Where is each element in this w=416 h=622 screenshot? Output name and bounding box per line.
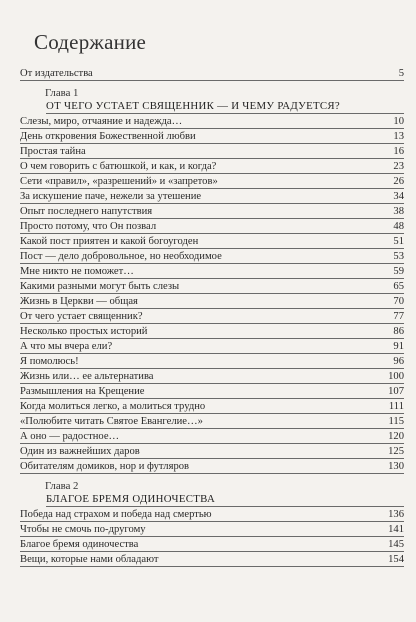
toc-entry-text: Просто потому, что Он позвал (20, 220, 157, 232)
toc-entry-text: «Полюбите читать Святое Евангелие…» (20, 415, 203, 427)
chapter-label: Глава 1 (45, 87, 79, 99)
toc-entry-text: А оно — радостное… (20, 430, 120, 442)
toc-entry-text: Вещи, которые нами обладают (20, 553, 159, 565)
toc-entry-page: 107 (388, 385, 404, 397)
toc-entry-text: Благое бремя одиночества (20, 538, 139, 550)
page-title: Содержание (34, 30, 147, 54)
toc-entry-page: 5 (398, 67, 404, 79)
toc-entry-text: Какими разными могут быть слезы (20, 280, 180, 292)
toc-entry-text: Мне никто не поможет… (20, 265, 134, 277)
toc-entry-page: 145 (388, 538, 404, 550)
toc-entry-page: 111 (388, 400, 404, 412)
chapter-title: БЛАГОЕ БРЕМЯ ОДИНОЧЕСТВА (46, 493, 216, 505)
toc-entry-text: От чего устает священник? (20, 310, 143, 322)
toc-entry-page: 120 (388, 430, 404, 442)
toc-entry-page: 136 (388, 508, 404, 520)
toc-entry-text: Пост — дело добровольное, но необходимое (20, 250, 222, 262)
toc-entry-page: 34 (393, 190, 404, 202)
toc-entry-text: Какой пост приятен и какой богоугоден (20, 235, 199, 247)
toc-entry-page: 48 (393, 220, 404, 232)
toc-entry-page: 16 (393, 145, 404, 157)
toc-entry-text: Размышления на Крещение (20, 385, 145, 397)
toc-entry-text: Один из важнейших даров (20, 445, 140, 457)
toc-entry-text: Я помолюсь! (20, 355, 79, 367)
chapter-label: Глава 2 (45, 480, 79, 492)
toc-entry-text: Слезы, миро, отчаяние и надежда… (20, 115, 183, 127)
toc-entry-text: За искушение паче, нежели за утешение (20, 190, 202, 202)
toc-entry-page: 115 (388, 415, 404, 427)
toc-entry-page: 26 (393, 175, 404, 187)
toc-entry-page: 59 (393, 265, 404, 277)
toc-entry-text: Несколько простых историй (20, 325, 148, 337)
toc-entry-text: Жизнь или… ее альтернатива (20, 370, 154, 382)
toc-entry-page: 38 (393, 205, 404, 217)
toc-entry-text: От издательства (20, 67, 93, 79)
toc-entry-text: Простая тайна (20, 145, 86, 157)
toc-entry-text: Сети «правил», «разрешений» и «запретов» (20, 175, 218, 187)
toc-entry-page: 10 (393, 115, 404, 127)
toc-entry-text: Жизнь в Церкви — общая (20, 295, 138, 307)
toc-entry-page: 53 (393, 250, 404, 262)
toc-entry-page: 77 (393, 310, 404, 322)
toc-entry-page: 130 (388, 460, 404, 472)
toc-entry-page: 65 (393, 280, 404, 292)
toc-entry-page: 154 (388, 553, 404, 565)
toc-entry-text: Когда молиться легко, а молиться трудно (20, 400, 206, 412)
toc-entry-page: 13 (393, 130, 404, 142)
toc-entry-text: Чтобы не смочь по-другому (20, 523, 146, 535)
toc-entry-page: 70 (393, 295, 404, 307)
toc-entry-page: 86 (393, 325, 404, 337)
toc-entry-page: 96 (393, 355, 404, 367)
toc-entry-page: 125 (388, 445, 404, 457)
toc-entry-text: Опыт последнего напутствия (20, 205, 153, 217)
toc-entry-text: Победа над страхом и победа над смертью (20, 508, 212, 520)
toc-entry-page: 91 (393, 340, 404, 352)
toc-entry-text: О чем говорить с батюшкой, и как, и когда? (20, 160, 217, 172)
toc-entry-page: 51 (393, 235, 404, 247)
toc-entry-text: А что мы вчера ели? (20, 340, 113, 352)
toc-entry-text: День откровения Божественной любви (20, 130, 196, 142)
toc-entry-page: 23 (393, 160, 404, 172)
toc-entry-page: 141 (388, 523, 404, 535)
toc-entry-page: 100 (388, 370, 404, 382)
toc-entry-text: Обитателям домиков, нор и футляров (20, 460, 190, 472)
chapter-title: ОТ ЧЕГО УСТАЕТ СВЯЩЕННИК — И ЧЕМУ РАДУЕТСЯ? (46, 100, 341, 112)
